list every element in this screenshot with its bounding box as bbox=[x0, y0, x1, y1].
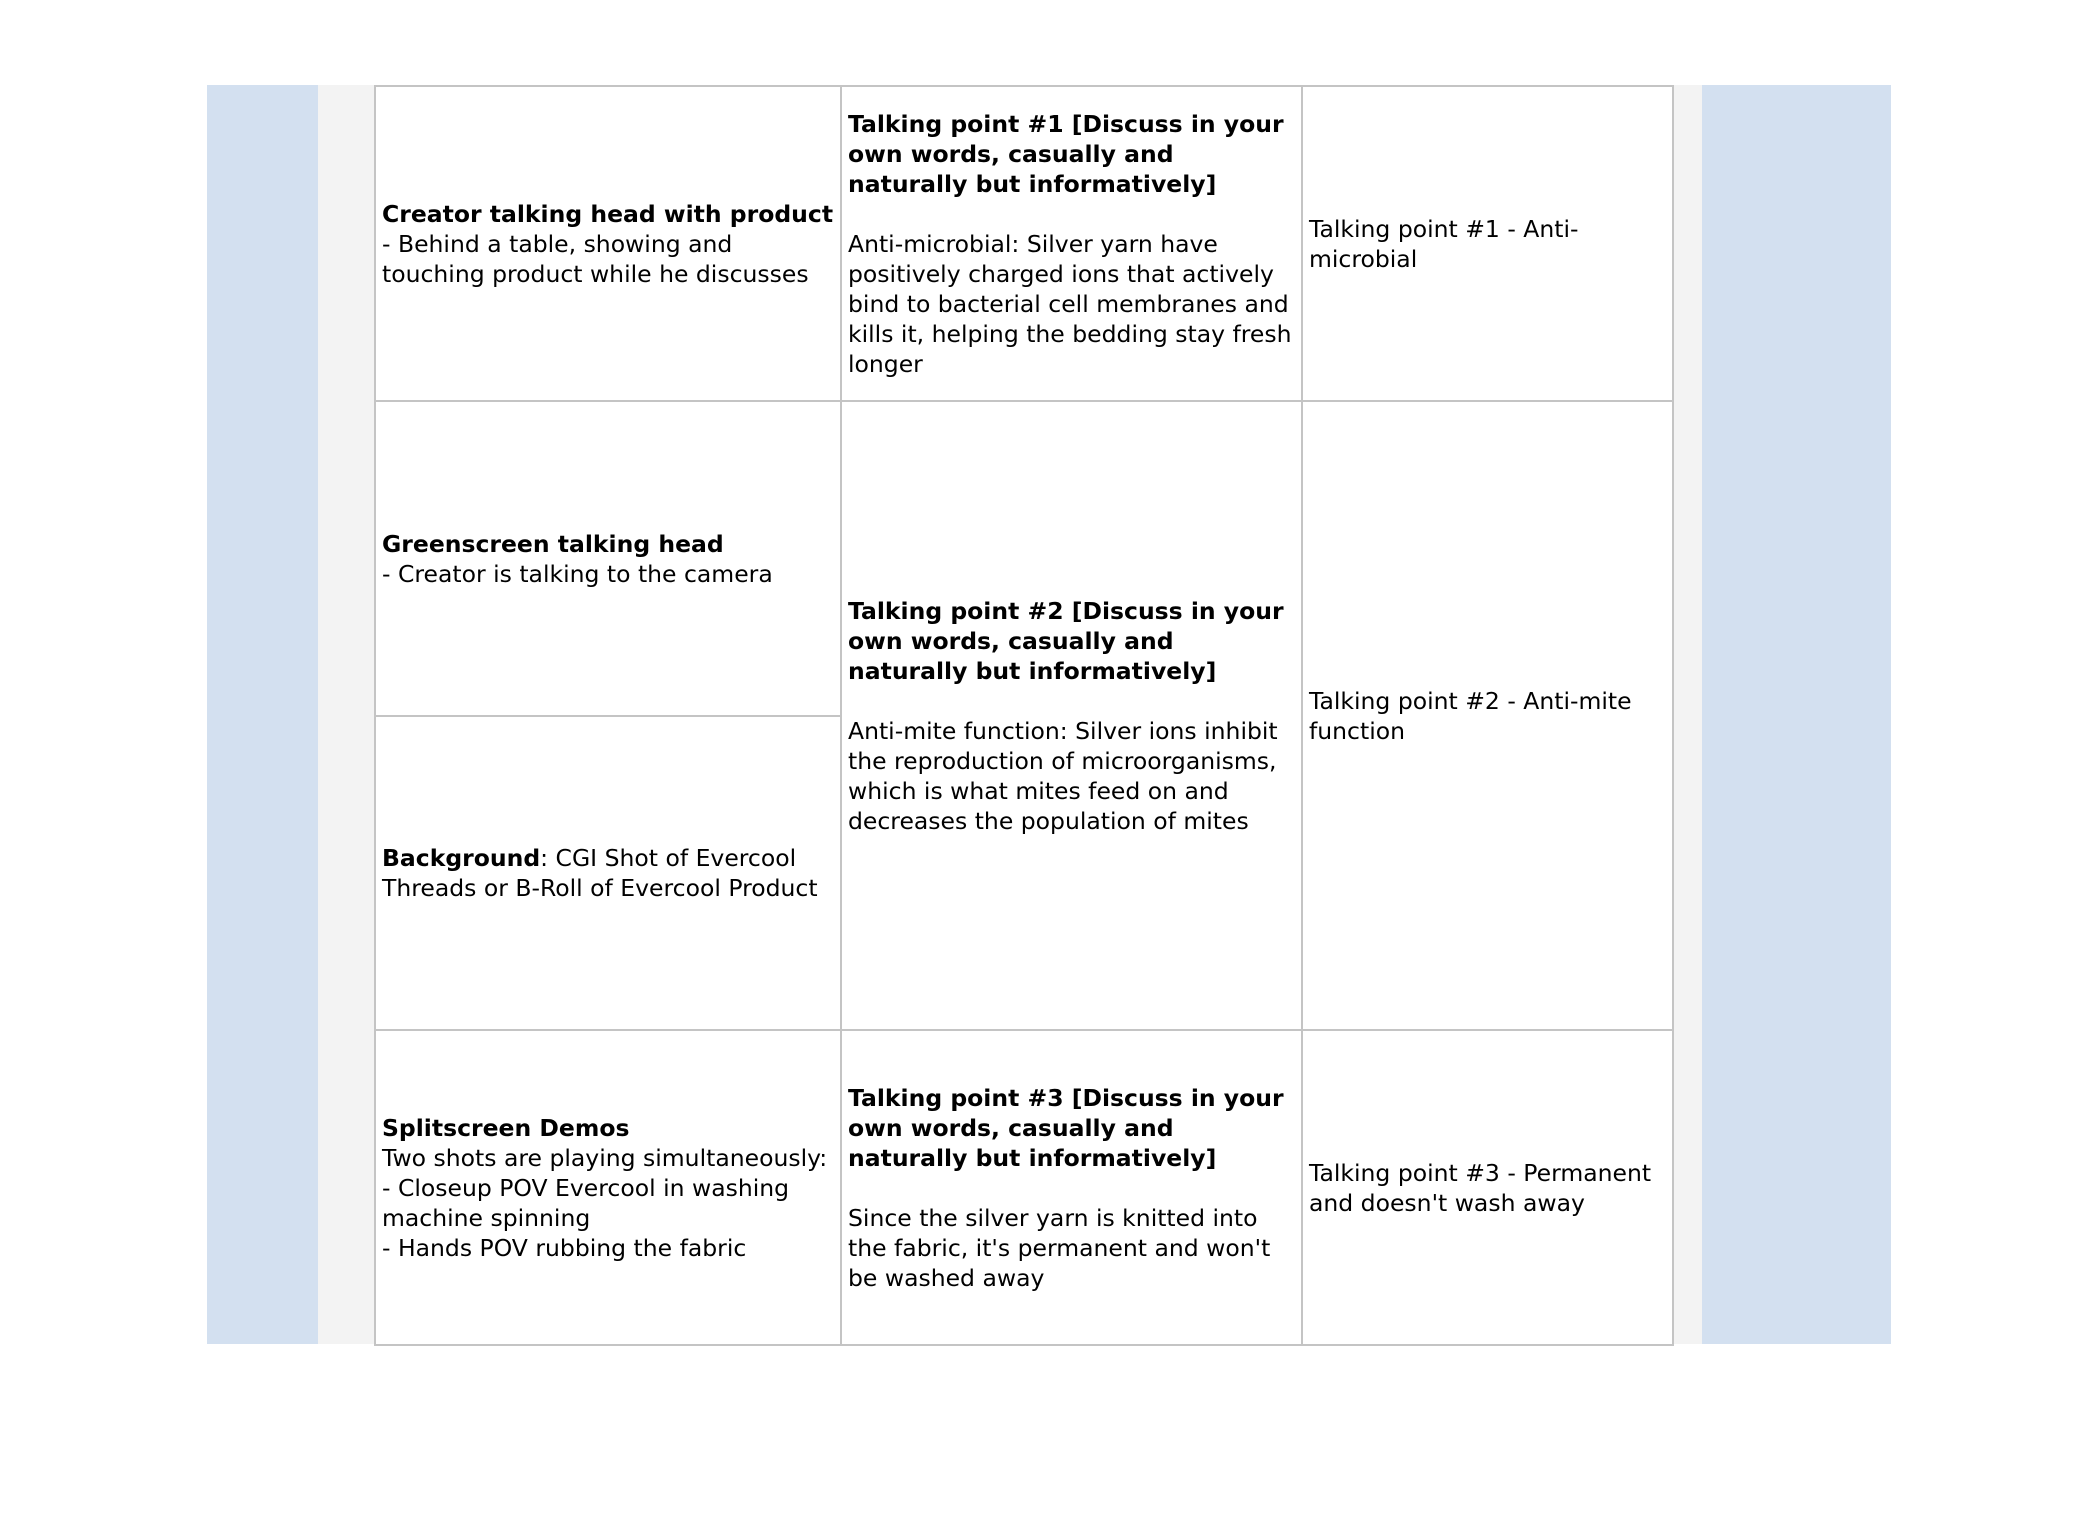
caption-cell[interactable] bbox=[1302, 401, 1673, 1030]
visual-heading: Creator talking head with product bbox=[382, 199, 834, 228]
table-row bbox=[375, 86, 1673, 401]
visual-heading: Splitscreen Demos bbox=[382, 1113, 630, 1142]
script-table bbox=[374, 85, 1674, 1346]
talking-point-body: Anti-microbial: Silver yarn have positively charged ions that actively bind to bacterial cell membranes and kills it, helping the bedding stay fresh longer bbox=[848, 229, 1292, 378]
visual-cell[interactable] bbox=[375, 86, 841, 401]
visual-line: - Closeup POV Evercool in washing machine spinning bbox=[382, 1173, 790, 1232]
talking-point-body: Anti-mite function: Silver ions inhibit the reproduction of microorganisms, which is what mites feed on and decreases the population of mites bbox=[848, 716, 1278, 835]
talking-point-heading: Talking point #2 [Discuss in your own words, casually and naturally but informatively] bbox=[848, 596, 1284, 685]
spacer bbox=[848, 1173, 1295, 1203]
talking-point-heading: Talking point #3 [Discuss in your own words, casually and naturally but informatively] bbox=[848, 1083, 1284, 1172]
script-cell[interactable] bbox=[841, 86, 1302, 401]
spacer bbox=[848, 686, 1295, 716]
background-label: Background bbox=[382, 844, 541, 872]
visual-line: - Hands POV rubbing the fabric bbox=[382, 1233, 747, 1262]
visual-line: Two shots are playing simultaneously: bbox=[382, 1143, 828, 1172]
caption-text: Talking point #3 - Permanent and doesn't wash away bbox=[1309, 1158, 1652, 1217]
visual-heading: Greenscreen talking head bbox=[382, 529, 724, 558]
visual-cell[interactable] bbox=[375, 401, 841, 716]
caption-cell[interactable] bbox=[1302, 1030, 1673, 1345]
visual-cell[interactable] bbox=[375, 1030, 841, 1345]
visual-cell[interactable] bbox=[375, 716, 841, 1030]
caption-text: Talking point #2 - Anti-mite function bbox=[1309, 686, 1632, 745]
script-cell[interactable] bbox=[841, 401, 1302, 1030]
caption-text: Talking point #1 - Anti-microbial bbox=[1309, 214, 1579, 273]
visual-line: - Creator is talking to the camera bbox=[382, 559, 773, 588]
visual-line: - Behind a table, showing and touching product while he discusses bbox=[382, 229, 809, 288]
script-cell[interactable] bbox=[841, 1030, 1302, 1345]
table-row bbox=[375, 401, 1673, 716]
table-row bbox=[375, 1030, 1673, 1345]
talking-point-body: Since the silver yarn is knitted into the fabric, it's permanent and won't be washed away bbox=[848, 1203, 1271, 1292]
talking-point-heading: Talking point #1 [Discuss in your own words, casually and naturally but informatively] bbox=[848, 109, 1284, 198]
spacer bbox=[848, 199, 1295, 229]
background-text: : CGI Shot of Evercool Threads or B-Roll of Evercool Product bbox=[382, 844, 818, 902]
caption-cell[interactable] bbox=[1302, 86, 1673, 401]
background-note bbox=[382, 843, 834, 903]
